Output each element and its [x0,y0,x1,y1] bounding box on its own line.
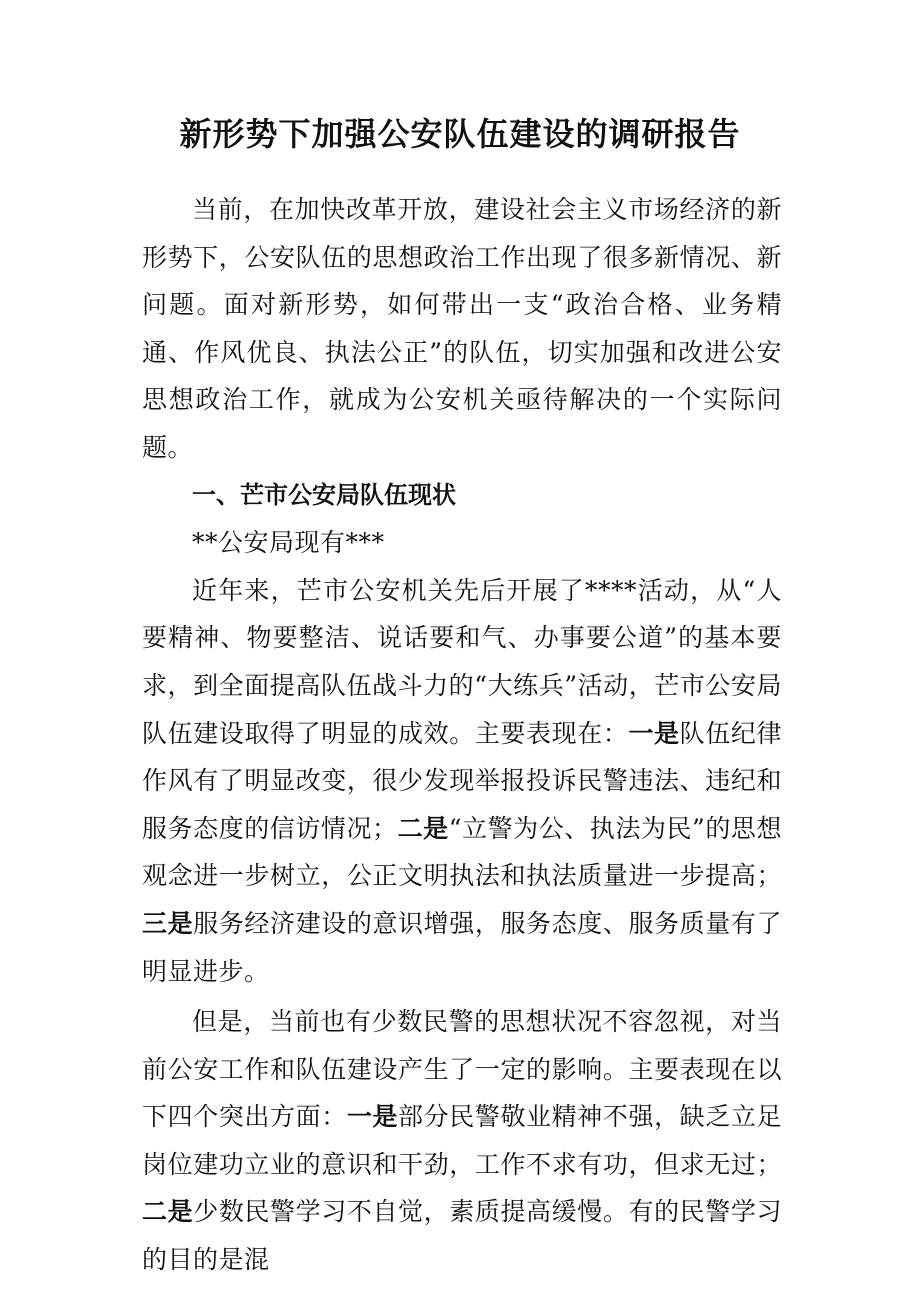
problem-second: 少数民警学习不自觉，素质提高缓慢。有的民警学习的目的是混 [142,1197,782,1275]
intro-paragraph: 当前，在加快改革开放，建设社会主义市场经济的新形势下，公安队伍的思想政治工作出现了很多新情况、新问题。面对新形势，如何带出一支“政治合格、业务精通、作风优良、执法公正”的队伍，切实加强和改进公安思想政治工作，就成为公安机关亟待解决的一个实际问题。 [142,195,782,462]
achievement-third: 服务经济建设的意识增强，服务态度、服务质量有了明显进步。 [142,908,782,986]
problems-intro: 但是，当前也有少数民警的思想状况不容忽视，对当前公安工作和队伍建设产生了一定的影响。主要表现在以下四个突出方面： [142,1007,782,1132]
achievements-intro: 近年来，芒市公安机关先后开展了****活动，从“人要精神、物要整洁、说话要和气、办事要公道”的基本要求，到全面提高队伍战斗力的“大练兵”活动，芒市公安局队伍建设取得了明显的成效。主要表现在： [142,575,782,748]
problem-marker-second: 二是 [142,1197,194,1227]
document-title: 新形势下加强公安队伍建设的调研报告 [179,115,741,153]
marker-third: 三是 [142,908,194,938]
achievement-second: “立警为公、执法为民”的思想观念进一步树立，公正文明执法和执法质量进一步提高； [142,813,782,891]
marker-second: 二是 [397,813,449,843]
problem-first: 部分民警敬业精神不强，缺乏立足岗位建功立业的意识和干劲，工作不求有功，但求无过； [142,1102,782,1179]
problem-marker-first: 一是 [346,1102,399,1132]
document-body [142,186,782,1284]
marker-first: 一是 [628,718,680,748]
staff-line: **公安局现有*** [192,528,385,558]
section-heading: 一、芒市公安局队伍现状 [192,480,456,509]
achievements-paragraph [142,567,782,995]
problems-paragraph [142,998,782,1284]
achievement-first: 队伍纪律作风有了明显改变，很少发现举报投诉民警违法、违纪和服务态度的信访情况； [142,718,782,843]
